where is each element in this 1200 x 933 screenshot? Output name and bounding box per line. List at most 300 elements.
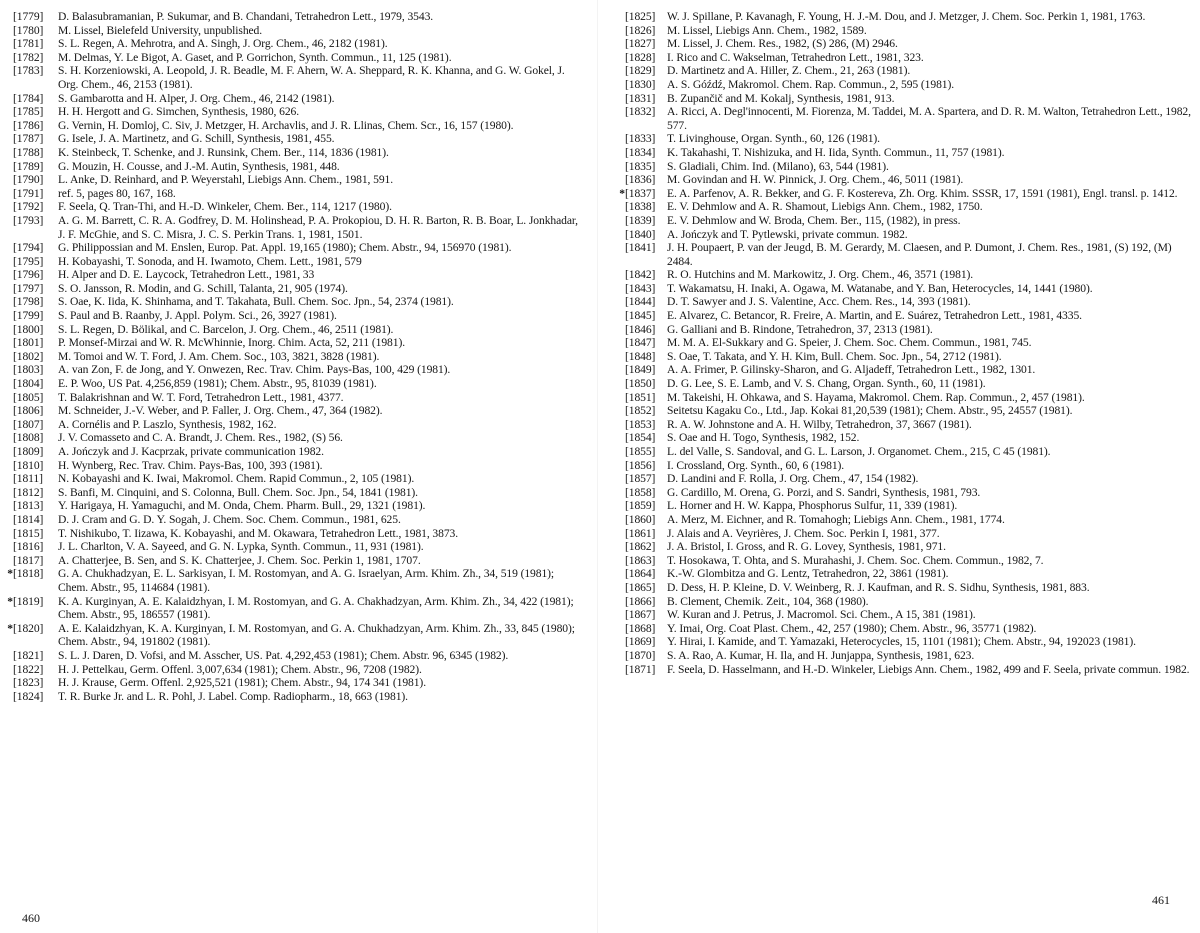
reference-marker [612, 649, 625, 663]
reference-entry [0, 363, 590, 377]
reference-entry [0, 64, 590, 91]
reference-number: [1827] [625, 37, 656, 51]
reference-number: [1847] [625, 336, 656, 350]
reference-text: K. A. Kurginyan, A. E. Kalaidzhyan, I. M. Rostomyan, and G. A. Chakhadzyan, Arm. Khim. Zh., 34, 422 (1981); Chem. Abstr., 95, 186557 (1981). [58, 594, 574, 622]
reference-marker [0, 350, 13, 364]
reference-entry [612, 595, 1200, 609]
reference-marker [0, 323, 13, 337]
reference-number: [1799] [13, 309, 44, 323]
reference-marker: * [7, 594, 13, 608]
reference-entry [0, 173, 590, 187]
reference-number: [1800] [13, 322, 44, 336]
reference-entry [612, 635, 1200, 649]
reference-text: A. E. Kalaidzhyan, K. A. Kurginyan, I. M. Rostomyan, and G. A. Chukhadzyan, Arm. Khim. Zh., 33, 845 (1980); Chem. Abstr., 94, 191802 (1981). [58, 621, 575, 649]
reference-number: [1788] [13, 145, 44, 159]
reference-entry [612, 323, 1200, 337]
reference-number: [1838] [625, 200, 656, 214]
reference-marker [0, 554, 13, 568]
reference-number: [1822] [13, 662, 44, 676]
reference-number: [1830] [625, 77, 656, 91]
reference-text: S. A. Rao, A. Kumar, H. Ila, and H. Junjappa, Synthesis, 1981, 623. [667, 648, 975, 662]
reference-marker [612, 10, 625, 24]
reference-entry [0, 622, 590, 649]
reference-number: [1790] [13, 173, 44, 187]
reference-text: M. Lissel, J. Chem. Res., 1982, (S) 286, (M) 2946. [667, 37, 898, 51]
reference-entry [0, 132, 590, 146]
reference-entry [0, 690, 590, 704]
reference-text: A. G. M. Barrett, C. R. A. Godfrey, D. M. Holinshead, P. A. Prokopiou, D. H. R. Barton, R. B. Boar, L. Jonkhadar, J. F. McGhie, and S. C. Misra, J. C. S. Perkin Trans. 1, 1981, 1501. [58, 213, 578, 241]
reference-number: [1818] [13, 567, 44, 581]
reference-entry [612, 336, 1200, 350]
reference-text: S. Oae, T. Takata, and Y. H. Kim, Bull. Chem. Soc. Jpn., 54, 2712 (1981). [667, 349, 1002, 363]
reference-marker [612, 105, 625, 132]
reference-marker [0, 282, 13, 296]
reference-number: [1812] [13, 485, 44, 499]
reference-entry [0, 105, 590, 119]
reference-entry [612, 404, 1200, 418]
reference-number: [1849] [625, 363, 656, 377]
reference-entry [0, 431, 590, 445]
reference-text: F. Seela, D. Hasselmann, and H.-D. Winkeler, Liebigs Ann. Chem., 1982, 499 and F. Seela, private commun. 1982. [667, 662, 1190, 676]
reference-marker [0, 105, 13, 119]
reference-entry [0, 404, 590, 418]
reference-number: [1842] [625, 268, 656, 282]
reference-entry [0, 472, 590, 486]
reference-entry [612, 92, 1200, 106]
reference-number: [1869] [625, 635, 656, 649]
reference-text: I. Rico and C. Wakselman, Tetrahedron Lett., 1981, 323. [667, 50, 924, 64]
reference-number: [1782] [13, 50, 44, 64]
reference-entry [0, 391, 590, 405]
reference-entry [0, 268, 590, 282]
reference-number: [1844] [625, 295, 656, 309]
reference-marker [0, 486, 13, 500]
reference-marker [0, 64, 13, 91]
reference-number: [1811] [13, 472, 43, 486]
reference-text: S. O. Jansson, R. Modin, and G. Schill, Talanta, 21, 905 (1974). [58, 281, 348, 295]
right-page [612, 0, 1200, 933]
reference-entry [612, 78, 1200, 92]
reference-number: [1831] [625, 91, 656, 105]
reference-number: [1817] [13, 553, 44, 567]
reference-number: [1797] [13, 281, 44, 295]
reference-marker: * [7, 621, 13, 635]
reference-marker [612, 391, 625, 405]
reference-entry [612, 105, 1200, 132]
reference-marker [612, 445, 625, 459]
page-number-right: 461 [1152, 893, 1170, 907]
reference-entry [0, 486, 590, 500]
reference-number: [1851] [625, 390, 656, 404]
reference-text: B. Clement, Chemik. Zeit., 104, 368 (1980). [667, 594, 869, 608]
reference-entry [612, 663, 1200, 677]
reference-entry [0, 663, 590, 677]
reference-marker [0, 690, 13, 704]
reference-text: A. Jończyk and T. Pytlewski, private commun. 1982. [667, 227, 908, 241]
reference-entry [612, 51, 1200, 65]
reference-entry [612, 173, 1200, 187]
reference-text: W. J. Spillane, P. Kavanagh, F. Young, H. J.-M. Dou, and J. Metzger, J. Chem. Soc. Perkin 1, 1981, 1763. [667, 10, 1146, 23]
reference-text: A. S. Góźdź, Makromol. Chem. Rap. Commun., 2, 595 (1981). [667, 77, 955, 91]
reference-marker [0, 295, 13, 309]
reference-marker [0, 187, 13, 201]
reference-number: [1779] [13, 10, 44, 23]
reference-marker [612, 228, 625, 242]
reference-number: [1786] [13, 118, 44, 132]
reference-marker [612, 431, 625, 445]
reference-number: [1864] [625, 567, 656, 581]
reference-marker [0, 255, 13, 269]
reference-text: R. O. Hutchins and M. Markowitz, J. Org. Chem., 46, 3571 (1981). [667, 268, 974, 282]
reference-entry [0, 459, 590, 473]
reference-number: [1806] [13, 404, 44, 418]
reference-entry [0, 51, 590, 65]
reference-text: Y. Imai, Org. Coat Plast. Chem., 42, 257 (1980); Chem. Abstr., 96, 35771 (1982). [667, 621, 1037, 635]
reference-marker [0, 173, 13, 187]
reference-marker [612, 635, 625, 649]
reference-text: H. Alper and D. E. Laycock, Tetrahedron Lett., 1981, 33 [58, 268, 315, 282]
reference-text: M. Govindan and H. W. Pinnick, J. Org. Chem., 46, 5011 (1981). [667, 173, 964, 187]
reference-entry [612, 363, 1200, 377]
reference-number: [1808] [13, 431, 44, 445]
reference-entry [612, 567, 1200, 581]
reference-marker [612, 581, 625, 595]
reference-entry [0, 445, 590, 459]
reference-entry [612, 24, 1200, 38]
reference-number: [1836] [625, 173, 656, 187]
reference-text: D. Balasubramanian, P. Sukumar, and B. Chandani, Tetrahedron Lett., 1979, 3543. [58, 10, 434, 23]
reference-text: Seitetsu Kagaku Co., Ltd., Jap. Kokai 81,20,539 (1981); Chem. Abstr., 95, 24557 (1981). [667, 404, 1073, 418]
reference-entry [612, 418, 1200, 432]
reference-text: M. Schneider, J.-V. Weber, and P. Faller, J. Org. Chem., 47, 364 (1982). [58, 404, 383, 418]
reference-text: R. A. W. Johnstone and A. H. Wilby, Tetrahedron, 37, 3667 (1981). [667, 417, 972, 431]
reference-marker [0, 132, 13, 146]
reference-entry [612, 472, 1200, 486]
reference-entry [0, 595, 590, 622]
reference-text: S. L. Regen, D. Bölikal, and C. Barcelon, J. Org. Chem., 46, 2511 (1981). [58, 322, 394, 336]
reference-text: D. J. Cram and G. D. Y. Sogah, J. Chem. Soc. Chem. Commun., 1981, 625. [58, 512, 401, 526]
reference-number: [1785] [13, 105, 44, 119]
reference-entry [612, 268, 1200, 282]
reference-entry [0, 241, 590, 255]
reference-number: [1798] [13, 295, 44, 309]
reference-number: [1807] [13, 417, 44, 431]
reference-entry [612, 160, 1200, 174]
reference-number: [1789] [13, 159, 44, 173]
reference-text: D. G. Lee, S. E. Lamb, and V. S. Chang, Organ. Synth., 60, 11 (1981). [667, 377, 986, 391]
reference-marker: * [619, 186, 625, 200]
reference-text: G. Cardillo, M. Orena, G. Porzi, and S. Sandri, Synthesis, 1981, 793. [667, 485, 981, 499]
reference-marker: * [7, 567, 13, 581]
page-gutter [597, 0, 598, 933]
reference-marker [612, 241, 625, 268]
reference-number: [1848] [625, 349, 656, 363]
reference-text: K. Steinbeck, T. Schenke, and J. Runsink, Chem. Ber., 114, 1836 (1981). [58, 145, 389, 159]
reference-entry [612, 64, 1200, 78]
reference-number: [1843] [625, 281, 656, 295]
reference-entry [612, 241, 1200, 268]
reference-text: M. Takeishi, H. Ohkawa, and S. Hayama, Makromol. Chem. Rap. Commun., 2, 457 (1981). [667, 390, 1085, 404]
reference-number: [1854] [625, 431, 656, 445]
reference-text: Y. Hirai, I. Kamide, and T. Yamazaki, Heterocycles, 15, 1101 (1981); Chem. Abstr., 94, 192023 (1981). [667, 635, 1136, 649]
reference-entry [0, 160, 590, 174]
reference-text: H. H. Hergott and G. Simchen, Synthesis, 1980, 626. [58, 105, 300, 119]
reference-number: [1780] [13, 23, 44, 37]
reference-text: J. V. Comasseto and C. A. Brandt, J. Chem. Res., 1982, (S) 56. [58, 431, 343, 445]
reference-text: J. Alais and A. Veyrières, J. Chem. Soc. Perkin I, 1981, 377. [667, 526, 940, 540]
reference-entry [612, 431, 1200, 445]
reference-text: A. Jończyk and J. Kacprzak, private communication 1982. [58, 445, 324, 458]
reference-text: N. Kobayashi and K. Iwai, Makromol. Chem. Rapid Commun., 2, 105 (1981). [58, 472, 415, 486]
reference-text: T. Balakrishnan and W. T. Ford, Tetrahedron Lett., 1981, 4377. [58, 390, 344, 404]
reference-entry [612, 445, 1200, 459]
reference-number: [1850] [625, 377, 656, 391]
reference-entry [0, 499, 590, 513]
reference-entry [612, 37, 1200, 51]
reference-marker [612, 132, 625, 146]
reference-text: D. Dess, H. P. Kleine, D. V. Weinberg, R. J. Kaufman, and R. S. Sidhu, Synthesis, 1981, 883. [667, 580, 1090, 594]
reference-entry [612, 309, 1200, 323]
reference-entry [0, 336, 590, 350]
reference-entry [0, 540, 590, 554]
reference-text: E. V. Dehmlow and A. R. Shamout, Liebigs Ann. Chem., 1982, 1750. [667, 200, 983, 214]
reference-marker [0, 663, 13, 677]
reference-marker [612, 554, 625, 568]
reference-text: T. Nishikubo, T. Iizawa, K. Kobayashi, and M. Okawara, Tetrahedron Lett., 1981, 3873. [58, 526, 459, 540]
reference-number: [1828] [625, 50, 656, 64]
reference-entry [0, 323, 590, 337]
reference-entry [0, 554, 590, 568]
left-page [0, 0, 590, 933]
reference-text: P. Monsef-Mirzai and W. R. McWhinnie, Inorg. Chim. Acta, 52, 211 (1981). [58, 336, 406, 350]
reference-entry [612, 499, 1200, 513]
reference-text: E. P. Woo, US Pat. 4,256,859 (1981); Chem. Abstr., 95, 81039 (1981). [58, 377, 377, 391]
reference-text: A. Chatterjee, B. Sen, and S. K. Chatterjee, J. Chem. Soc. Perkin 1, 1981, 1707. [58, 553, 421, 567]
reference-marker [612, 268, 625, 282]
reference-text: J. H. Poupaert, P. van der Jeugd, B. M. Gerardy, M. Claesen, and P. Dumont, J. Chem. Res., 1981, (S) 192, (M) 2484. [667, 241, 1172, 268]
reference-entry [612, 608, 1200, 622]
reference-text: H. Wynberg, Rec. Trav. Chim. Pays-Bas, 100, 393 (1981). [58, 458, 323, 472]
reference-marker [612, 309, 625, 323]
reference-text: S. Paul and B. Raanby, J. Appl. Polym. Sci., 26, 3927 (1981). [58, 309, 337, 323]
reference-marker [612, 363, 625, 377]
reference-entry [0, 37, 590, 51]
reference-marker [0, 24, 13, 38]
reference-marker [0, 336, 13, 350]
reference-marker [612, 608, 625, 622]
reference-text: A. van Zon, F. de Jong, and Y. Onwezen, Rec. Trav. Chim. Pays-Bas, 100, 429 (1981). [58, 363, 451, 377]
reference-marker [612, 513, 625, 527]
reference-number: [1833] [625, 132, 656, 146]
reference-text: Y. Harigaya, H. Yamaguchi, and M. Onda, Chem. Pharm. Bull., 29, 1321 (1981). [58, 499, 426, 513]
reference-marker [612, 336, 625, 350]
reference-number: [1855] [625, 445, 656, 458]
reference-entry [612, 391, 1200, 405]
reference-number: [1841] [625, 241, 656, 255]
reference-entry [0, 513, 590, 527]
reference-marker [612, 472, 625, 486]
reference-text: K. Takahashi, T. Nishizuka, and H. Iida, Synth. Commun., 11, 757 (1981). [667, 145, 1005, 159]
reference-text: A. Merz, M. Eichner, and R. Tomahogh; Liebigs Ann. Chem., 1981, 1774. [667, 512, 1005, 526]
reference-text: M. Delmas, Y. Le Bigot, A. Gaset, and P. Gorrichon, Synth. Commun., 11, 125 (1981). [58, 50, 452, 64]
reference-entry [612, 540, 1200, 554]
reference-text: J. A. Bristol, I. Gross, and R. G. Lovey, Synthesis, 1981, 971. [667, 540, 946, 554]
reference-number: [1814] [13, 512, 44, 526]
reference-number: [1803] [13, 363, 44, 377]
reference-number: [1856] [625, 458, 656, 472]
reference-entry [0, 377, 590, 391]
reference-entry [0, 295, 590, 309]
page-number-left: 460 [22, 911, 40, 925]
reference-marker [612, 160, 625, 174]
reference-text: M. Tomoi and W. T. Ford, J. Am. Chem. Soc., 103, 3821, 3828 (1981). [58, 349, 380, 363]
reference-number: [1834] [625, 145, 656, 159]
reference-marker [612, 527, 625, 541]
reference-number: [1846] [625, 322, 656, 336]
reference-text: J. L. Charlton, V. A. Sayeed, and G. N. Lypka, Synth. Commun., 11, 931 (1981). [58, 540, 424, 554]
reference-number: [1820] [13, 621, 44, 635]
reference-text: M. Lissel, Bielefeld University, unpublished. [58, 23, 263, 37]
reference-entry [0, 567, 590, 594]
reference-marker [0, 241, 13, 255]
reference-marker [612, 459, 625, 473]
reference-number: [1824] [13, 689, 44, 703]
reference-entry [612, 486, 1200, 500]
reference-number: [1801] [13, 336, 44, 350]
reference-text: I. Crossland, Org. Synth., 60, 6 (1981). [667, 458, 845, 472]
reference-text: A. Cornélis and P. Laszlo, Synthesis, 1982, 162. [58, 417, 277, 431]
reference-number: [1816] [13, 540, 44, 554]
reference-text: E. V. Dehmlow and W. Broda, Chem. Ber., 115, (1982), in press. [667, 213, 961, 227]
reference-text: A. A. Frimer, P. Gilinsky-Sharon, and G. Aljadeff, Tetrahedron Lett., 1982, 1301. [667, 363, 1036, 377]
reference-marker [0, 431, 13, 445]
reference-marker [0, 268, 13, 282]
reference-entry [612, 377, 1200, 391]
reference-entry [612, 554, 1200, 568]
reference-marker [0, 363, 13, 377]
reference-marker [0, 92, 13, 106]
reference-marker [0, 37, 13, 51]
reference-entry [612, 132, 1200, 146]
reference-marker [612, 567, 625, 581]
reference-number: [1802] [13, 349, 44, 363]
reference-marker [612, 51, 625, 65]
reference-number: [1815] [13, 526, 44, 540]
reference-marker [0, 676, 13, 690]
reference-entry [612, 10, 1200, 24]
reference-text: W. Kuran and J. Petrus, J. Macromol. Sci. Chem., A 15, 381 (1981). [667, 608, 976, 622]
reference-number: [1837] [625, 186, 656, 200]
reference-text: G. A. Chukhadzyan, E. L. Sarkisyan, I. M. Rostomyan, and A. G. Israelyan, Arm. Khim. Zh., 34, 519 (1981); Chem. Abstr., 95, 114684 (1981). [58, 567, 555, 594]
reference-entry [612, 649, 1200, 663]
reference-entry [612, 295, 1200, 309]
reference-number: [1857] [625, 472, 656, 486]
reference-text: M. Lissel, Liebigs Ann. Chem., 1982, 1589. [667, 23, 867, 37]
reference-number: [1825] [625, 10, 656, 23]
reference-number: [1860] [625, 512, 656, 526]
reference-text: F. Seela, Q. Tran-Thi, and H.-D. Winkeler, Chem. Ber., 114, 1217 (1980). [58, 200, 392, 214]
reference-entry [612, 282, 1200, 296]
reference-marker [612, 418, 625, 432]
reference-number: [1858] [625, 485, 656, 499]
reference-entry [612, 581, 1200, 595]
reference-marker [612, 214, 625, 228]
reference-text: T. Hosokawa, T. Ohta, and S. Murahashi, J. Chem. Soc. Chem. Commun., 1982, 7. [667, 553, 1044, 567]
reference-text: T. Wakamatsu, H. Inaki, A. Ogawa, M. Watanabe, and Y. Ban, Heterocycles, 14, 1441 (1980). [667, 281, 1093, 295]
reference-marker [0, 404, 13, 418]
reference-text: H. J. Krause, Germ. Offenl. 2,925,521 (1981); Chem. Abstr., 94, 174 341 (1981). [58, 676, 426, 690]
reference-marker [612, 64, 625, 78]
reference-text: E. Alvarez, C. Betancor, R. Freire, A. Martin, and E. Suárez, Tetrahedron Lett., 1981, 4335. [667, 309, 1082, 323]
reference-number: [1832] [625, 105, 656, 119]
reference-number: [1840] [625, 227, 656, 241]
reference-entry [0, 255, 590, 269]
reference-marker [0, 472, 13, 486]
reference-number: [1792] [13, 200, 44, 214]
reference-number: [1810] [13, 458, 44, 472]
reference-marker [612, 595, 625, 609]
reference-text: S. Gambarotta and H. Alper, J. Org. Chem., 46, 2142 (1981). [58, 91, 335, 105]
reference-marker [0, 418, 13, 432]
reference-marker [612, 540, 625, 554]
reference-text: S. L. Regen, A. Mehrotra, and A. Singh, J. Org. Chem., 46, 2182 (1981). [58, 37, 388, 51]
reference-text: M. M. A. El-Sukkary and G. Speier, J. Chem. Soc. Chem. Commun., 1981, 745. [667, 336, 1032, 350]
reference-marker [0, 445, 13, 459]
reference-entry [612, 350, 1200, 364]
reference-marker [612, 146, 625, 160]
reference-entry [612, 513, 1200, 527]
reference-number: [1804] [13, 377, 44, 391]
reference-entry [0, 309, 590, 323]
reference-text: S. Oae, K. Iida, K. Shinhama, and T. Takahata, Bull. Chem. Soc. Jpn., 54, 2374 (1981). [58, 295, 454, 309]
reference-entry [0, 92, 590, 106]
reference-entry [612, 527, 1200, 541]
reference-entry [0, 119, 590, 133]
reference-marker [0, 391, 13, 405]
reference-entry [612, 200, 1200, 214]
reference-text: H. Kobayashi, T. Sonoda, and H. Iwamoto, Chem. Lett., 1981, 579 [58, 254, 362, 268]
reference-marker [0, 200, 13, 214]
reference-number: [1781] [13, 37, 44, 51]
reference-number: [1796] [13, 268, 44, 282]
reference-entry [612, 187, 1200, 201]
reference-entry [0, 676, 590, 690]
reference-number: [1791] [13, 186, 44, 200]
reference-number: [1783] [13, 64, 44, 78]
reference-number: [1826] [625, 23, 656, 37]
reference-marker [0, 513, 13, 527]
reference-text: L. Horner and H. W. Kappa, Phosphorus Sulfur, 11, 339 (1981). [667, 499, 958, 513]
reference-entry [612, 214, 1200, 228]
reference-number: [1787] [13, 132, 44, 146]
reference-marker [0, 459, 13, 473]
reference-number: [1865] [625, 580, 656, 594]
reference-number: [1809] [13, 445, 44, 458]
reference-text: S. L. J. Daren, D. Vofsi, and M. Asscher, US. Pat. 4,292,453 (1981); Chem. Abstr. 96, 6345 (1982). [58, 648, 509, 662]
reference-marker [612, 350, 625, 364]
reference-entry [0, 418, 590, 432]
reference-entry [612, 459, 1200, 473]
reference-entry [612, 622, 1200, 636]
reference-number: [1861] [625, 526, 656, 540]
reference-marker [612, 377, 625, 391]
reference-marker [0, 214, 13, 241]
reference-marker [0, 51, 13, 65]
reference-marker [0, 499, 13, 513]
reference-marker [0, 649, 13, 663]
reference-marker [0, 309, 13, 323]
reference-marker [0, 146, 13, 160]
